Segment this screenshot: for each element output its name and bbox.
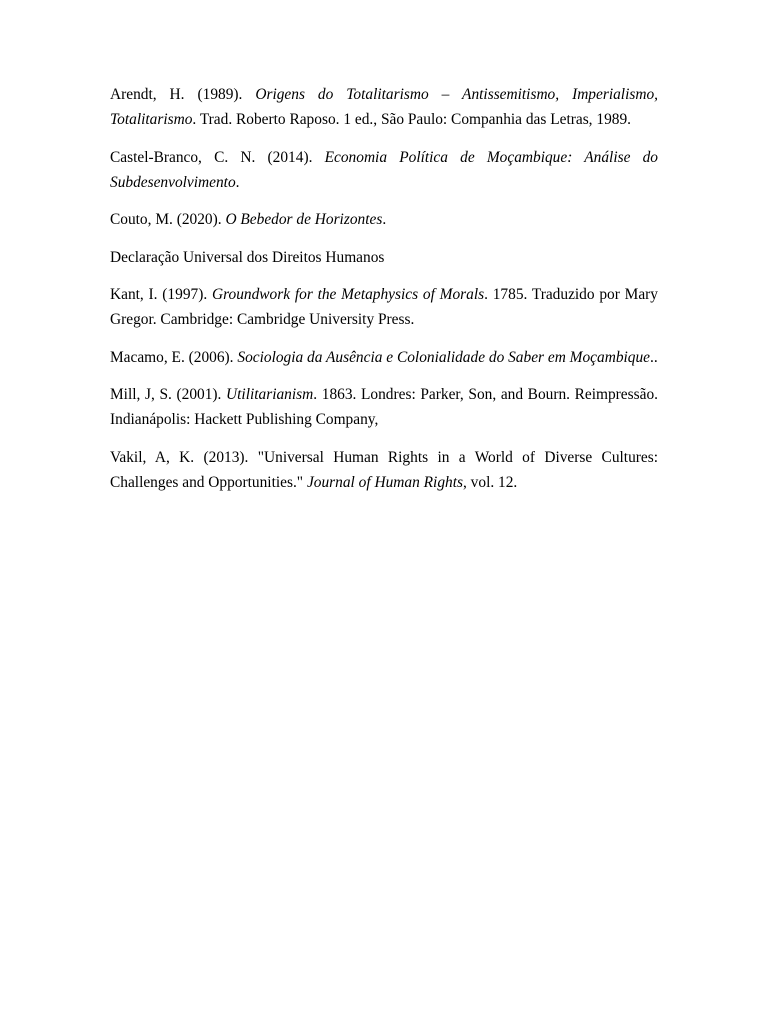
reference-details: . xyxy=(235,173,240,191)
reference-title: Utilitarianism xyxy=(226,386,314,403)
reference-details: . 1863. Londres: Parker, Son, and Bourn. Reimpressão. Indianápolis: Hackett Publishing Company, xyxy=(110,386,658,428)
reference-authors-year: Vakil, A, K. (2013). "Universal Human Rights in a World of Diverse Cultures: Challenges and Opportunities." xyxy=(110,448,658,491)
reference-authors-year: Castel-Branco, C. N. (2014). xyxy=(110,148,325,166)
reference-details: .. xyxy=(650,348,658,366)
reference-authors-year: Couto, M. (2020). xyxy=(110,211,226,228)
reference-list xyxy=(110,82,658,507)
reference-title: Sociologia da Ausência e Colonialidade do Saber em Moçambique xyxy=(237,348,651,366)
reference-authors-year: Kant, I. (1997). xyxy=(110,286,212,303)
reference-authors-year: Declaração Universal dos Direitos Humanos xyxy=(110,248,385,266)
reference-details: . 1785. Traduzido por Mary Gregor. Cambridge: Cambridge University Press. xyxy=(110,286,658,328)
reference-entry-castel-branco xyxy=(110,145,658,195)
reference-title: Economia Política de Moçambique: Análise do Subdesenvolvimento xyxy=(110,148,659,191)
reference-entry-vakil xyxy=(110,445,658,495)
reference-title: Journal of Human Rights xyxy=(306,473,463,491)
reference-title: Origens do Totalitarismo – Antissemitismo, Imperialismo, Totalitarismo xyxy=(110,86,658,128)
reference-title: Groundwork for the Metaphysics of Morals xyxy=(211,286,485,303)
reference-details: , vol. 12. xyxy=(462,473,518,491)
reference-authors-year: Macamo, E. (2006). xyxy=(110,348,238,366)
reference-entry-kant xyxy=(110,282,658,332)
reference-entry-macamo xyxy=(110,345,658,370)
reference-entry-mill xyxy=(110,382,658,432)
reference-details: . xyxy=(382,211,387,228)
reference-details: . Trad. Roberto Raposo. 1 ed., São Paulo: Companhia das Letras, 1989. xyxy=(192,111,632,128)
reference-entry-couto xyxy=(110,207,658,232)
reference-authors-year: Arendt, H. (1989). xyxy=(110,86,256,103)
reference-title: O Bebedor de Horizontes xyxy=(225,211,383,228)
reference-authors-year: Mill, J, S. (2001). xyxy=(110,386,227,403)
reference-entry-declaracao xyxy=(110,245,658,270)
reference-entry-arendt xyxy=(110,82,658,132)
